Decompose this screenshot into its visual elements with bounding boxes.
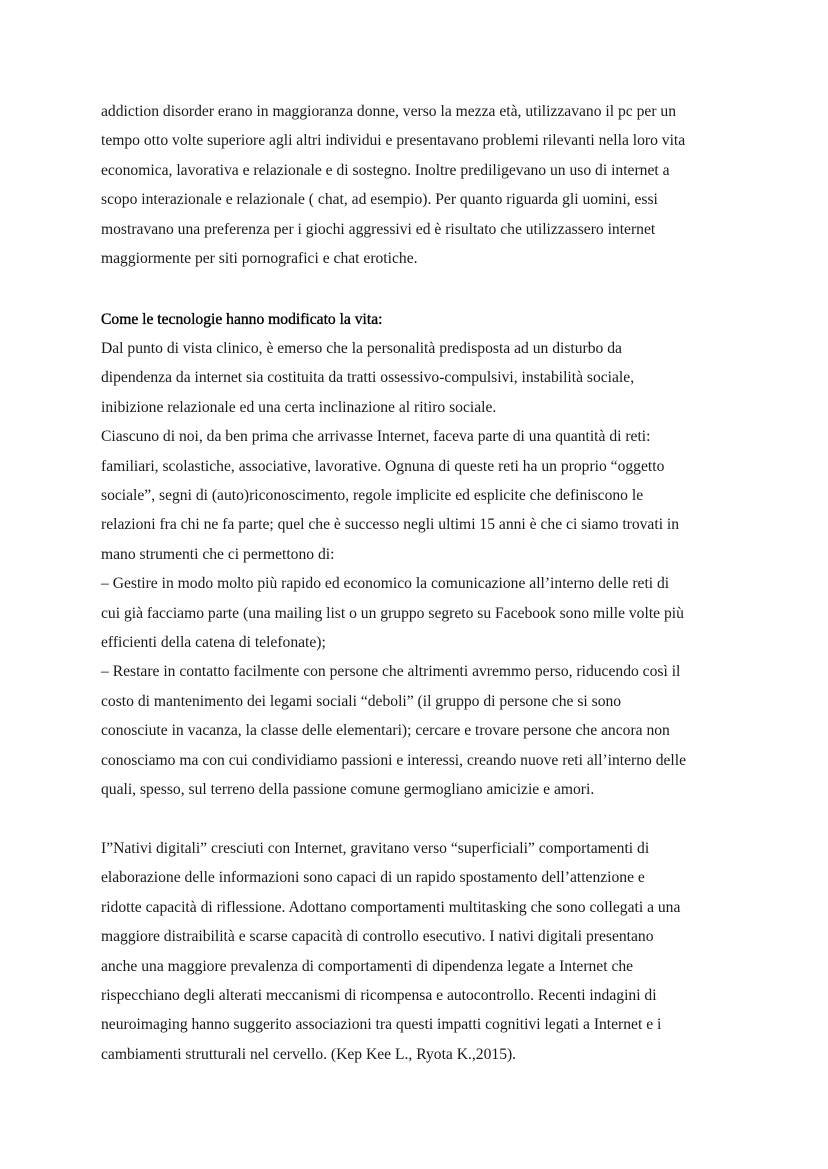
text-line: conosciamo ma con cui condividiamo passioni e interessi, creando nuove reti all’interno delle — [101, 751, 687, 769]
text-line: elaborazione delle informazioni sono capaci di un rapido spostamento dell’attenzione e — [101, 869, 645, 887]
text-line: conosciute in vacanza, la classe delle elementari); cercare e trovare persone che ancora non — [101, 722, 670, 740]
text-line: maggiormente per siti pornografici e chat erotiche. — [101, 250, 418, 268]
text-line: scopo interazionale e relazionale ( chat, ad esempio). Per quanto riguarda gli uomini, essi — [101, 191, 658, 209]
text-line: mano strumenti che ci permettono di: — [101, 545, 335, 563]
text-line: Dal punto di vista clinico, è emerso che la personalità predisposta ad un disturbo da — [101, 340, 622, 357]
text-line: inibizione relazionale ed una certa inclinazione al ritiro sociale. — [101, 398, 497, 416]
text-line: familiari, scolastiche, associative, lavorative. Ognuna di queste reti ha un proprio “oggetto — [101, 457, 665, 475]
paragraph-internet-addiction-profile — [101, 97, 731, 273]
text-line: neuroimaging hanno suggerito associazioni tra questi impatti cognitivi legati a Internet e i — [101, 1016, 662, 1034]
paragraph-digital-natives — [101, 834, 731, 1069]
text-line: costo di mantenimento dei legami sociali “deboli” (il gruppo di persone che si sono — [101, 692, 622, 710]
text-line: maggiore distraibilità e scarse capacità di controllo esecutivo. I nativi digitali presentano — [101, 928, 654, 946]
text-line: I”Nativi digitali” cresciuti con Internet, gravitano verso “superficiali” comportamenti di — [101, 840, 650, 857]
text-line: efficienti della catena di telefonate); — [101, 634, 326, 652]
text-line: addiction disorder erano in maggioranza donne, verso la mezza età, utilizzavano il pc per un — [101, 103, 677, 120]
text-line: economica, lavorativa e relazionale e di sostegno. Inoltre prediligevano un uso di internet a — [101, 161, 670, 179]
text-line: Ciascuno di noi, da ben prima che arrivasse Internet, faceva parte di una quantità di reti: — [101, 428, 651, 446]
text-line: tempo otto volte superiore agli altri individui e presentavano problemi rilevanti nella loro vita — [101, 132, 686, 150]
text-line: rispecchiano degli alterati meccanismi di ricompensa e autocontrollo. Recenti indagini di — [101, 987, 657, 1005]
section-heading: Come le tecnologie hanno modificato la vita: — [101, 311, 383, 328]
text-line: cui già facciamo parte (una mailing list o un gruppo segreto su Facebook sono mille volte più — [101, 604, 684, 622]
text-line: – Restare in contatto facilmente con persone che altrimenti avremmo perso, riducendo così il — [101, 663, 681, 681]
text-line: relazioni fra chi ne fa parte; quel che è successo negli ultimi 15 anni è che ci siamo trovati in — [101, 516, 680, 534]
text-line: – Gestire in modo molto più rapido ed economico la comunicazione all’interno delle reti di — [101, 575, 670, 593]
paragraph-technology-changes — [101, 334, 731, 805]
text-line: ridotte capacità di riflessione. Adottano comportamenti multitasking che sono collegati a una — [101, 898, 681, 916]
text-line: cambiamenti strutturali nel cervello. (Kep Kee L., Ryota K.,2015). — [101, 1045, 517, 1063]
text-line: dipendenza da internet sia costituita da tratti ossessivo-compulsivi, instabilità sociale, — [101, 369, 635, 387]
text-line: anche una maggiore prevalenza di comportamenti di dipendenza legate a Internet che — [101, 957, 634, 975]
text-line: quali, spesso, sul terreno della passione comune germogliano amicizie e amori. — [101, 781, 595, 799]
text-line: sociale”, segni di (auto)riconoscimento, regole implicite ed esplicite che definiscono le — [101, 487, 644, 505]
text-line: mostravano una preferenza per i giochi aggressivi ed è risultato che utilizzassero internet — [101, 220, 656, 238]
